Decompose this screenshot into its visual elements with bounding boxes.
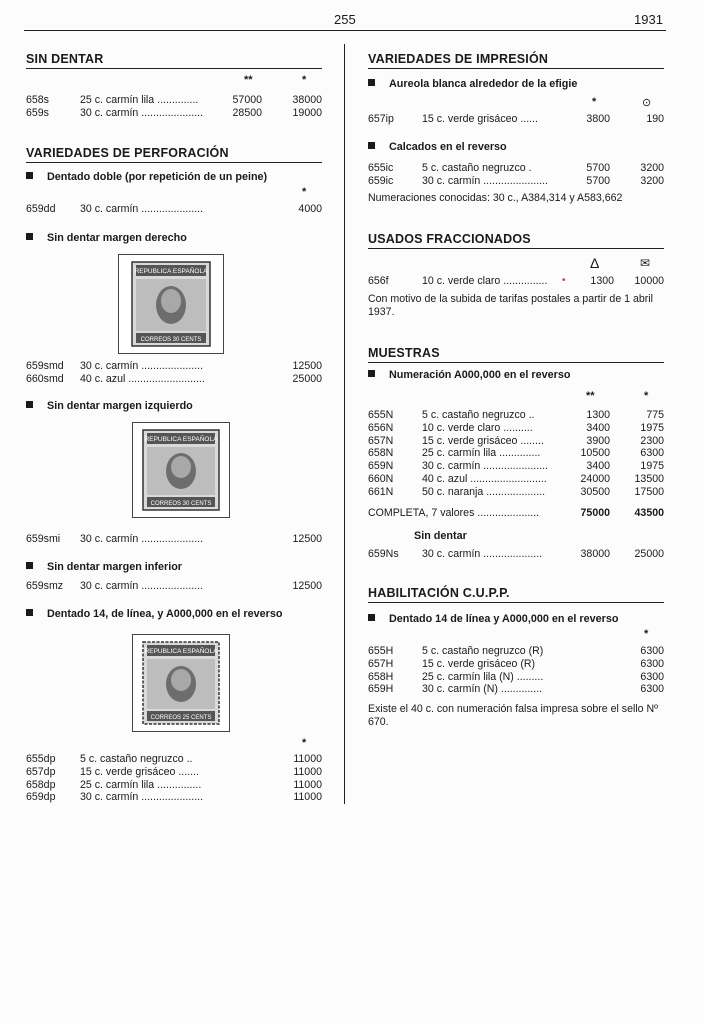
catalog-year: 1931 (634, 12, 663, 27)
row-value: 19000 (292, 106, 322, 119)
stamp-image-dentado-14 (132, 634, 230, 732)
row-description: 40 c. azul .......................... (422, 472, 547, 485)
section-title-usados: USADOS FRACCIONADOS (368, 232, 664, 249)
subsection-aureola (368, 78, 664, 90)
subsection-margen-izquierdo (26, 400, 322, 412)
table-row (26, 753, 322, 766)
row-value: 57000 (232, 94, 262, 106)
row-description: 50 c. naranja .................... (422, 485, 546, 498)
bullet (368, 142, 375, 149)
red-mark-icon: • (562, 275, 566, 286)
row-value: 5700 (586, 174, 610, 187)
row-code: 660smd (26, 372, 64, 385)
row-description: 30 c. carmín ..................... (80, 533, 204, 545)
table-row-total (368, 507, 664, 520)
row-code: 659smi (26, 533, 61, 545)
subsection-dentado-14 (26, 608, 322, 620)
row-code: 660N (368, 472, 394, 485)
table-usados (368, 275, 664, 288)
row-value: 1300 (590, 275, 614, 287)
bullet (26, 609, 33, 616)
svg-text:REPUBLICA ESPAÑOLA: REPUBLICA ESPAÑOLA (144, 436, 218, 443)
row-description: 40 c. azul .......................... (80, 372, 205, 385)
row-description: 25 c. carmín lila (N) ......... (422, 670, 544, 683)
subsection-sin-dentar-muestras: Sin dentar (414, 530, 467, 542)
row-code: 655H (368, 645, 394, 657)
row-value: 25000 (292, 372, 322, 385)
subsection-dentado-doble (26, 171, 322, 183)
row-code: 656f (368, 275, 389, 287)
table-row (368, 658, 664, 671)
symbol-mint-hinged: * (302, 186, 307, 198)
table-row (368, 175, 664, 188)
row-description: 5 c. castaño negruzco (R) (422, 645, 544, 657)
row-description: 25 c. carmín lila .............. (80, 94, 199, 106)
table-row (26, 373, 322, 386)
bullet (26, 233, 33, 240)
table-margen-izquierdo (26, 533, 322, 546)
table-row (368, 275, 664, 288)
section-title-impresion: VARIEDADES DE IMPRESIÓN (368, 52, 664, 69)
row-description: 30 c. carmín ..................... (80, 360, 204, 372)
row-code: 659N (368, 460, 394, 473)
bullet (26, 401, 33, 408)
symbol-mint-never-hinged: ** (586, 390, 595, 402)
row-description: 30 c. carmín ..................... (80, 203, 204, 215)
row-value: 12500 (292, 360, 322, 372)
row-code: 658H (368, 670, 394, 683)
total-value: 75000 (580, 507, 610, 519)
row-code: 661N (368, 485, 394, 498)
row-code: 659smz (26, 580, 64, 592)
row-value: 11000 (293, 791, 322, 804)
stamp-portrait-icon (142, 429, 220, 511)
table-row (368, 409, 664, 422)
svg-text:REPUBLICA ESPAÑOLA: REPUBLICA ESPAÑOLA (134, 268, 208, 275)
symbol-mint-hinged: * (644, 628, 649, 640)
row-value: 6300 (640, 683, 664, 696)
section-title-muestras: MUESTRAS (368, 346, 664, 363)
table-dentado-doble (26, 203, 322, 216)
row-code: 658N (368, 447, 394, 460)
row-value: 10000 (634, 275, 664, 287)
row-value: 12500 (292, 580, 322, 592)
subsection-title: Dentado 14, de línea, y A000,000 en el reverso (47, 608, 283, 620)
table-row (26, 107, 322, 120)
total-value: 43500 (634, 507, 664, 519)
symbol-mint-hinged: * (302, 74, 307, 86)
row-code: 657ip (368, 113, 394, 125)
note-habilitacion: Existe el 40 c. con numeración falsa impresa sobre el sello Nº 670. (368, 703, 659, 728)
symbol-mint-hinged: * (302, 737, 307, 749)
bullet (26, 172, 33, 179)
table-margen-inferior (26, 580, 322, 593)
stamp-image-margen-derecho (118, 254, 224, 354)
section-title-sin-dentar: SIN DENTAR (26, 52, 322, 69)
subsection-title: Aureola blanca alrededor de la efigie (389, 78, 578, 90)
row-code: 658s (26, 94, 49, 106)
row-value: 6300 (640, 645, 664, 657)
row-description: 30 c. carmín ...................... (422, 460, 548, 473)
row-code: 657N (368, 434, 394, 447)
row-code: 658dp (26, 778, 56, 791)
row-description: 5 c. castaño negruzco . (422, 162, 532, 174)
row-value: 3900 (586, 434, 610, 447)
row-value: 11000 (293, 753, 322, 765)
row-code: 659ic (368, 174, 394, 187)
row-code: 655ic (368, 162, 394, 174)
row-value: 17500 (634, 485, 664, 498)
table-sin-dentar (26, 94, 322, 120)
table-row (26, 533, 322, 546)
table-row (368, 473, 664, 486)
bullet (368, 370, 375, 377)
table-muestras-sin-dentar (368, 548, 664, 561)
table-row (368, 645, 664, 658)
row-code: 659H (368, 683, 394, 696)
svg-text:CORREOS 25 CENTS: CORREOS 25 CENTS (150, 715, 212, 721)
table-row (368, 460, 664, 473)
stamp-portrait-icon (142, 641, 220, 725)
table-row (26, 94, 322, 107)
table-numeracion (368, 409, 664, 499)
table-row (368, 162, 664, 175)
table-row (368, 422, 664, 435)
row-value: 38000 (580, 548, 610, 560)
note-numeraciones: Numeraciones conocidas: 30 c., A384,314 y A583,662 (368, 192, 623, 204)
row-code: 657dp (26, 765, 56, 778)
table-habilitacion (368, 645, 664, 696)
row-value: 3200 (640, 162, 664, 174)
table-row (26, 779, 322, 792)
subsection-title: Calcados en el reverso (389, 141, 507, 153)
subsection-margen-derecho (26, 232, 322, 244)
table-row (26, 360, 322, 373)
row-value: 1975 (640, 460, 664, 473)
row-code: 659dp (26, 791, 56, 804)
row-description: 25 c. carmín lila .............. (422, 447, 541, 460)
row-code: 659s (26, 106, 49, 119)
row-description: 15 c. verde grisáceo ....... (80, 765, 199, 778)
subsection-title: Dentado 14 de línea y A000,000 en el reverso (389, 613, 619, 625)
bullet (26, 562, 33, 569)
table-margen-derecho (26, 360, 322, 386)
row-description: 15 c. verde grisáceo ...... (422, 113, 538, 125)
row-description: 30 c. carmín (N) .............. (422, 683, 543, 696)
row-description: 5 c. castaño negruzco .. (422, 409, 535, 421)
row-value: 30500 (580, 485, 610, 498)
symbol-used: ⊙ (642, 97, 652, 109)
row-value: 5700 (586, 162, 610, 174)
row-description: 25 c. carmín lila ............... (80, 778, 202, 791)
svg-text:CORREOS 30 CENTS: CORREOS 30 CENTS (150, 501, 212, 507)
table-calcados (368, 162, 664, 188)
row-value: 4000 (298, 203, 322, 215)
row-description: 30 c. carmín ..................... (80, 580, 204, 592)
row-code: 659Ns (368, 548, 399, 560)
table-row (368, 447, 664, 460)
column-divider (344, 44, 345, 804)
row-description: 10 c. verde claro .......... (422, 421, 533, 434)
row-value: 3800 (586, 113, 610, 125)
row-value: 3200 (640, 174, 664, 187)
table-row (368, 671, 664, 684)
note-tarifas: Con motivo de la subida de tarifas postales a partir de 1 abril 1937. (368, 293, 654, 318)
row-description: 15 c. verde grisáceo (R) (422, 657, 536, 670)
table-row (26, 580, 322, 593)
symbol-mint-hinged: * (592, 96, 597, 108)
row-value: 11000 (293, 778, 322, 791)
row-value: 3400 (586, 421, 610, 434)
table-row (26, 791, 322, 804)
table-row (368, 113, 664, 126)
row-description: 30 c. carmín ..................... (80, 106, 204, 119)
page-number: 255 (334, 12, 356, 27)
row-value: 11000 (293, 765, 322, 778)
row-value: 38000 (292, 94, 322, 106)
row-code: 655N (368, 409, 394, 421)
row-value: 775 (646, 409, 664, 421)
stamp-portrait-icon (131, 261, 211, 347)
row-value: 6300 (640, 670, 664, 683)
row-code: 659smd (26, 360, 64, 372)
subsection-numeracion (368, 369, 664, 381)
row-code: 657H (368, 657, 394, 670)
bullet (368, 79, 375, 86)
row-value: 3400 (586, 460, 610, 473)
row-value: 6300 (640, 447, 664, 460)
subsection-title: Sin dentar margen derecho (47, 232, 187, 244)
row-code: 656N (368, 421, 394, 434)
row-value: 12500 (292, 533, 322, 545)
svg-text:CORREOS 30 CENTS: CORREOS 30 CENTS (140, 337, 202, 343)
table-row (26, 203, 322, 216)
row-description: 30 c. carmín ..................... (80, 791, 204, 804)
row-description: 10 c. verde claro ............... (422, 275, 548, 287)
subsection-title: Numeración A000,000 en el reverso (389, 369, 571, 381)
row-description: 15 c. verde grisáceo ........ (422, 434, 544, 447)
table-row (368, 486, 664, 499)
symbol-mint-hinged: * (644, 390, 649, 402)
subsection-title: Sin dentar margen izquierdo (47, 400, 193, 412)
table-total (368, 507, 664, 520)
subsection-title: Sin dentar margen inferior (47, 561, 182, 573)
svg-text:REPUBLICA ESPAÑOLA: REPUBLICA ESPAÑOLA (144, 648, 218, 655)
subsection-title: Dentado doble (por repetición de un peine) (47, 171, 268, 183)
row-description: 5 c. castaño negruzco .. (80, 753, 193, 765)
stamp-image-margen-izquierdo (132, 422, 230, 518)
row-code: 659dd (26, 203, 56, 215)
symbol-fraction: Δ (590, 255, 600, 271)
row-value: 13500 (634, 472, 664, 485)
table-aureola (368, 113, 664, 126)
row-value: 6300 (640, 657, 664, 670)
row-value: 25000 (634, 548, 664, 560)
row-value: 28500 (232, 106, 262, 119)
table-dentado-14 (26, 753, 322, 804)
symbol-mint-never-hinged: ** (244, 74, 253, 86)
row-value: 24000 (580, 472, 610, 485)
subsection-dentado-14-habilitacion (368, 613, 664, 625)
section-title-habilitacion: HABILITACIÓN C.U.P.P. (368, 586, 664, 603)
row-value: 1300 (586, 409, 610, 421)
row-value: 190 (646, 113, 664, 125)
subsection-calcados (368, 141, 664, 153)
bullet (368, 614, 375, 621)
row-value: 1975 (640, 421, 664, 434)
row-description: 30 c. carmín ...................... (422, 174, 548, 187)
row-value: 10500 (580, 447, 610, 460)
section-title-perforacion: VARIEDADES DE PERFORACIÓN (26, 146, 322, 163)
row-description: 30 c. carmín .................... (422, 548, 543, 560)
table-row (26, 766, 322, 779)
total-label: COMPLETA, 7 valores ..................... (368, 507, 540, 519)
header-rule (24, 30, 666, 31)
row-code: 655dp (26, 753, 56, 765)
table-row (368, 683, 664, 696)
row-value: 2300 (640, 434, 664, 447)
envelope-icon: ✉ (640, 256, 651, 270)
table-row (368, 548, 664, 561)
table-row (368, 435, 664, 448)
subsection-margen-inferior (26, 561, 322, 573)
